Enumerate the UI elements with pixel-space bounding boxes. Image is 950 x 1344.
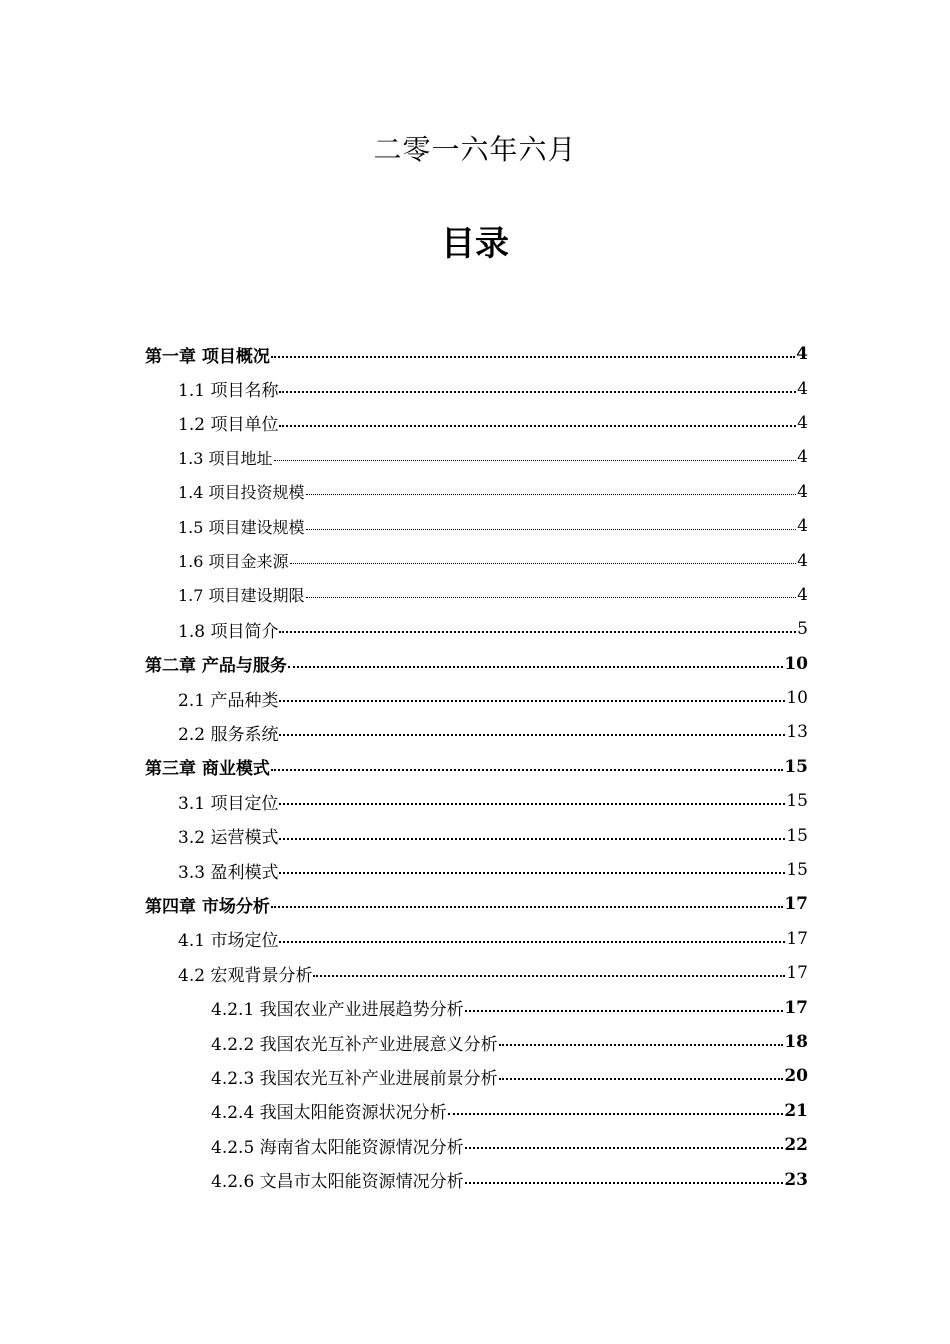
table-of-contents [145,337,808,1197]
toc-entry-label: 1.8 项目简介 [178,621,279,642]
dot-leader [306,494,797,495]
toc-entry[interactable] [145,750,808,784]
toc-entry-label: 1.6 项目金来源 [178,552,289,572]
toc-entry-page-number: 4 [797,516,808,537]
dot-leader [465,1010,784,1012]
toc-entry-label: 3.1 项目定位 [178,793,279,814]
dot-leader [499,1044,784,1046]
dot-leader [279,872,785,874]
toc-entry[interactable] [145,509,808,543]
dot-leader [288,666,783,668]
dot-leader [279,734,785,736]
toc-entry-label: 4.2.4 我国太阳能资源状况分析 [211,1103,447,1124]
toc-entry[interactable] [145,543,808,577]
dot-leader [271,769,783,771]
dot-leader [465,1182,784,1184]
toc-entry-label: 1.2 项目单位 [178,415,279,436]
toc-entry[interactable] [145,990,808,1024]
toc-entry-page-number: 17 [786,963,808,984]
toc-entry[interactable] [145,406,808,440]
toc-entry[interactable] [145,475,808,509]
toc-entry-page-number: 20 [784,1066,808,1087]
toc-entry-label: 1.5 项目建设规模 [178,517,305,537]
toc-entry[interactable] [145,1162,808,1196]
toc-entry-page-number: 13 [786,722,808,743]
toc-entry-label: 3.2 运营模式 [178,828,279,849]
toc-entry[interactable] [145,887,808,921]
toc-entry-page-number: 4 [797,412,808,433]
toc-entry[interactable] [145,647,808,681]
toc-entry-page-number: 5 [797,619,808,640]
dot-leader [465,1147,784,1149]
dot-leader [279,425,796,427]
toc-entry[interactable] [145,715,808,749]
toc-entry[interactable] [145,1059,808,1093]
toc-entry-label: 4.2.1 我国农业产业进展趋势分析 [211,1000,464,1021]
toc-entry-label: 第四章 市场分析 [145,896,270,917]
toc-entry-page-number: 4 [797,378,808,399]
dot-leader [279,700,785,702]
toc-entry-page-number: 23 [784,1169,808,1190]
dot-leader [279,631,796,633]
toc-entry-label: 第三章 商业模式 [145,759,270,780]
toc-entry-label: 3.3 盈利模式 [178,862,279,883]
dot-leader [271,356,795,358]
toc-entry[interactable] [145,818,808,852]
toc-entry-label: 第二章 产品与服务 [145,656,287,677]
toc-entry-page-number: 4 [797,550,808,571]
toc-entry-page-number: 17 [786,928,808,949]
toc-entry[interactable] [145,1025,808,1059]
dot-leader [279,838,785,840]
dot-leader [279,941,785,943]
toc-entry[interactable] [145,578,808,612]
toc-entry-label: 2.2 服务系统 [178,724,279,745]
toc-entry-label: 4.2.6 文昌市太阳能资源情况分析 [211,1172,464,1193]
dot-leader [448,1113,784,1115]
dot-leader [306,529,797,530]
toc-entry-page-number: 4 [797,584,808,605]
toc-entry-page-number: 21 [784,1100,808,1121]
toc-entry[interactable] [145,922,808,956]
toc-entry-label: 4.1 市场定位 [178,931,279,952]
toc-entry-page-number: 15 [784,756,808,777]
toc-entry-label: 2.1 产品种类 [178,690,279,711]
toc-entry[interactable] [145,1128,808,1162]
dot-leader [271,906,783,908]
toc-entry[interactable] [145,956,808,990]
toc-entry-page-number: 15 [786,825,808,846]
dot-leader [290,563,797,564]
toc-entry[interactable] [145,371,808,405]
toc-title: 目录 [441,224,509,264]
toc-entry-label: 1.4 项目投资规模 [178,483,305,503]
toc-entry[interactable] [145,612,808,646]
toc-entry[interactable] [145,440,808,474]
toc-entry-label: 1.3 项目地址 [178,448,273,468]
toc-entry[interactable] [145,784,808,818]
dot-leader [279,391,796,393]
toc-entry-page-number: 15 [786,791,808,812]
toc-entry[interactable] [145,681,808,715]
toc-entry-label: 4.2.5 海南省太阳能资源情况分析 [211,1137,464,1158]
toc-entry-page-number: 4 [797,447,808,468]
toc-entry[interactable] [145,1094,808,1128]
toc-entry[interactable] [145,853,808,887]
document-date: 二零一六年六月 [373,133,577,166]
toc-entry-page-number: 17 [784,997,808,1018]
toc-entry-page-number: 18 [784,1032,808,1052]
toc-entry-label: 4.2 宏观背景分析 [178,965,313,986]
toc-entry-page-number: 17 [784,894,808,915]
toc-entry-page-number: 4 [797,481,808,502]
toc-entry-label: 4.2.2 我国农光互补产业进展意义分析 [211,1034,498,1055]
dot-leader [279,803,785,805]
dot-leader [499,1078,784,1080]
dot-leader [274,460,797,461]
dot-leader [313,975,785,977]
toc-entry-label: 1.1 项目名称 [178,381,279,402]
toc-entry[interactable] [145,337,808,371]
toc-entry-label: 第一章 项目概况 [145,346,270,367]
toc-entry-page-number: 10 [786,688,808,709]
toc-entry-page-number: 10 [784,653,808,674]
toc-entry-page-number: 4 [796,344,808,365]
toc-entry-label: 4.2.3 我国农光互补产业进展前景分析 [211,1068,498,1089]
toc-entry-label: 1.7 项目建设期限 [178,586,305,606]
toc-entry-page-number: 15 [786,860,808,881]
toc-entry-page-number: 22 [784,1135,808,1156]
dot-leader [306,597,797,598]
